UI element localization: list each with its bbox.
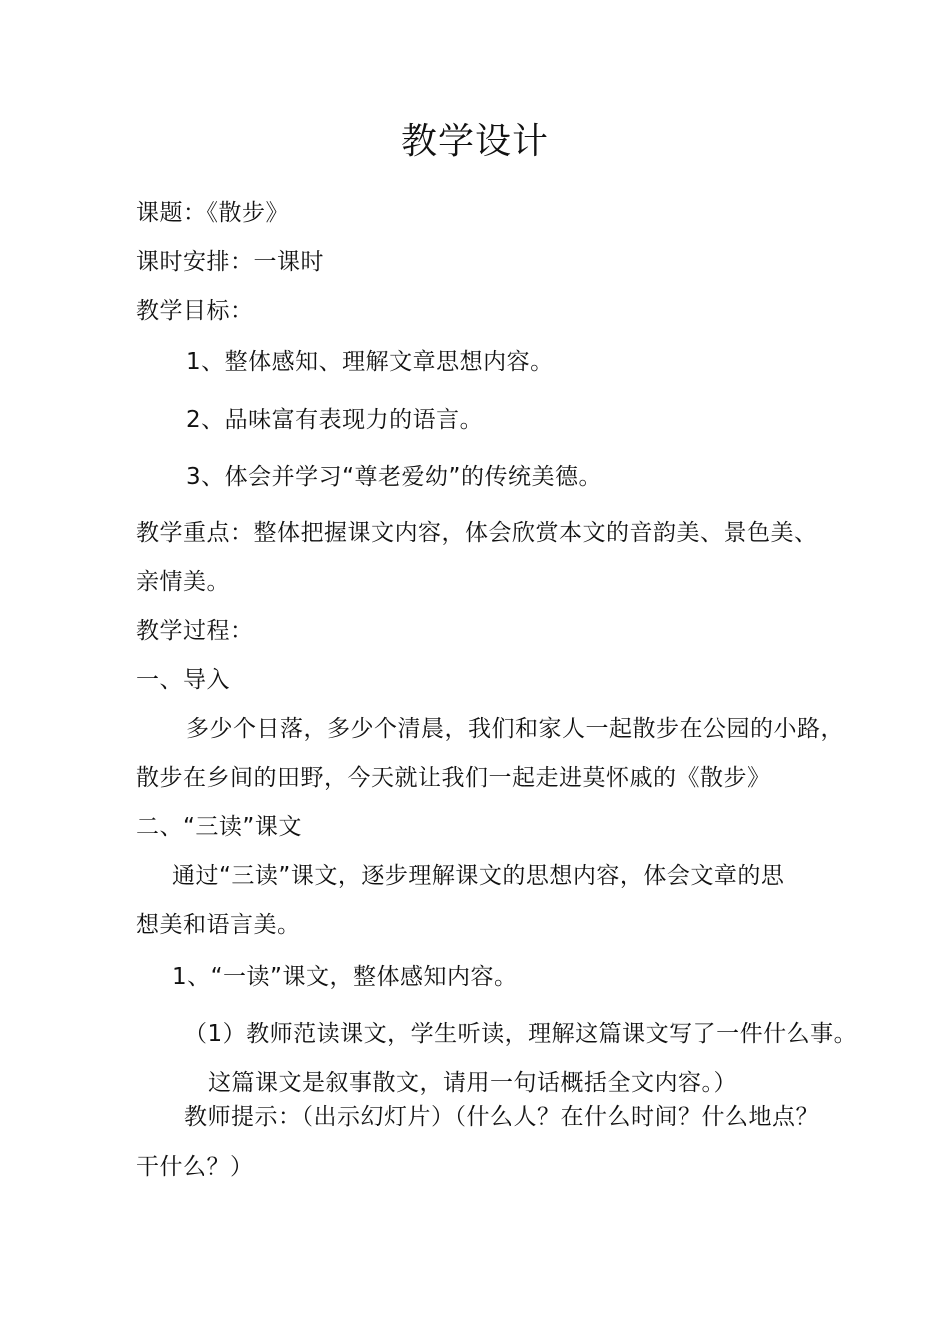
focus-line-2: 亲情美。 (136, 569, 230, 595)
section-2-paragraph-line-2: 想美和语言美。 (136, 912, 301, 938)
schedule-line: 课时安排：一课时 (136, 249, 324, 275)
teacher-hint-line-1: 教师提示：（出示幻灯片）（什么人？在什么时间？什么地点？ (184, 1104, 819, 1130)
document-title: 教学设计 (400, 121, 549, 162)
step-1-item-1-line-2: 这篇课文是叙事散文，请用一句话概括全文内容。） (208, 1070, 737, 1096)
step-1-heading: 1、“一读”课文，整体感知内容。 (172, 964, 518, 990)
objective-item-3: 3、体会并学习“尊老爱幼”的传统美德。 (186, 464, 602, 490)
section-1-paragraph-line-1: 多少个日落，多少个清晨，我们和家人一起散步在公园的小路， (186, 716, 844, 742)
section-1-heading: 一、导入 (136, 667, 230, 693)
section-2-heading: 二、“三读”课文 (136, 814, 302, 840)
section-1-paragraph-line-2: 散步在乡间的田野，今天就让我们一起走进莫怀戚的《散步》 (136, 765, 771, 791)
section-2-paragraph-line-1: 通过“三读”课文，逐步理解课文的思想内容，体会文章的思 (172, 863, 785, 889)
step-1-item-1-line-1: （1）教师范读课文，学生听读，理解这篇课文写了一件什么事。 (184, 1021, 858, 1047)
teacher-hint-line-2: 干什么？） (136, 1154, 254, 1180)
objective-item-1: 1、整体感知、理解文章思想内容。 (186, 349, 554, 375)
objectives-heading: 教学目标： (136, 298, 254, 324)
process-heading: 教学过程： (136, 618, 254, 644)
topic-line: 课题：《散步》 (136, 200, 289, 226)
objective-item-2: 2、品味富有表现力的语言。 (186, 407, 484, 433)
focus-line-1: 教学重点：整体把握课文内容，体会欣赏本文的音韵美、景色美、 (136, 520, 818, 546)
